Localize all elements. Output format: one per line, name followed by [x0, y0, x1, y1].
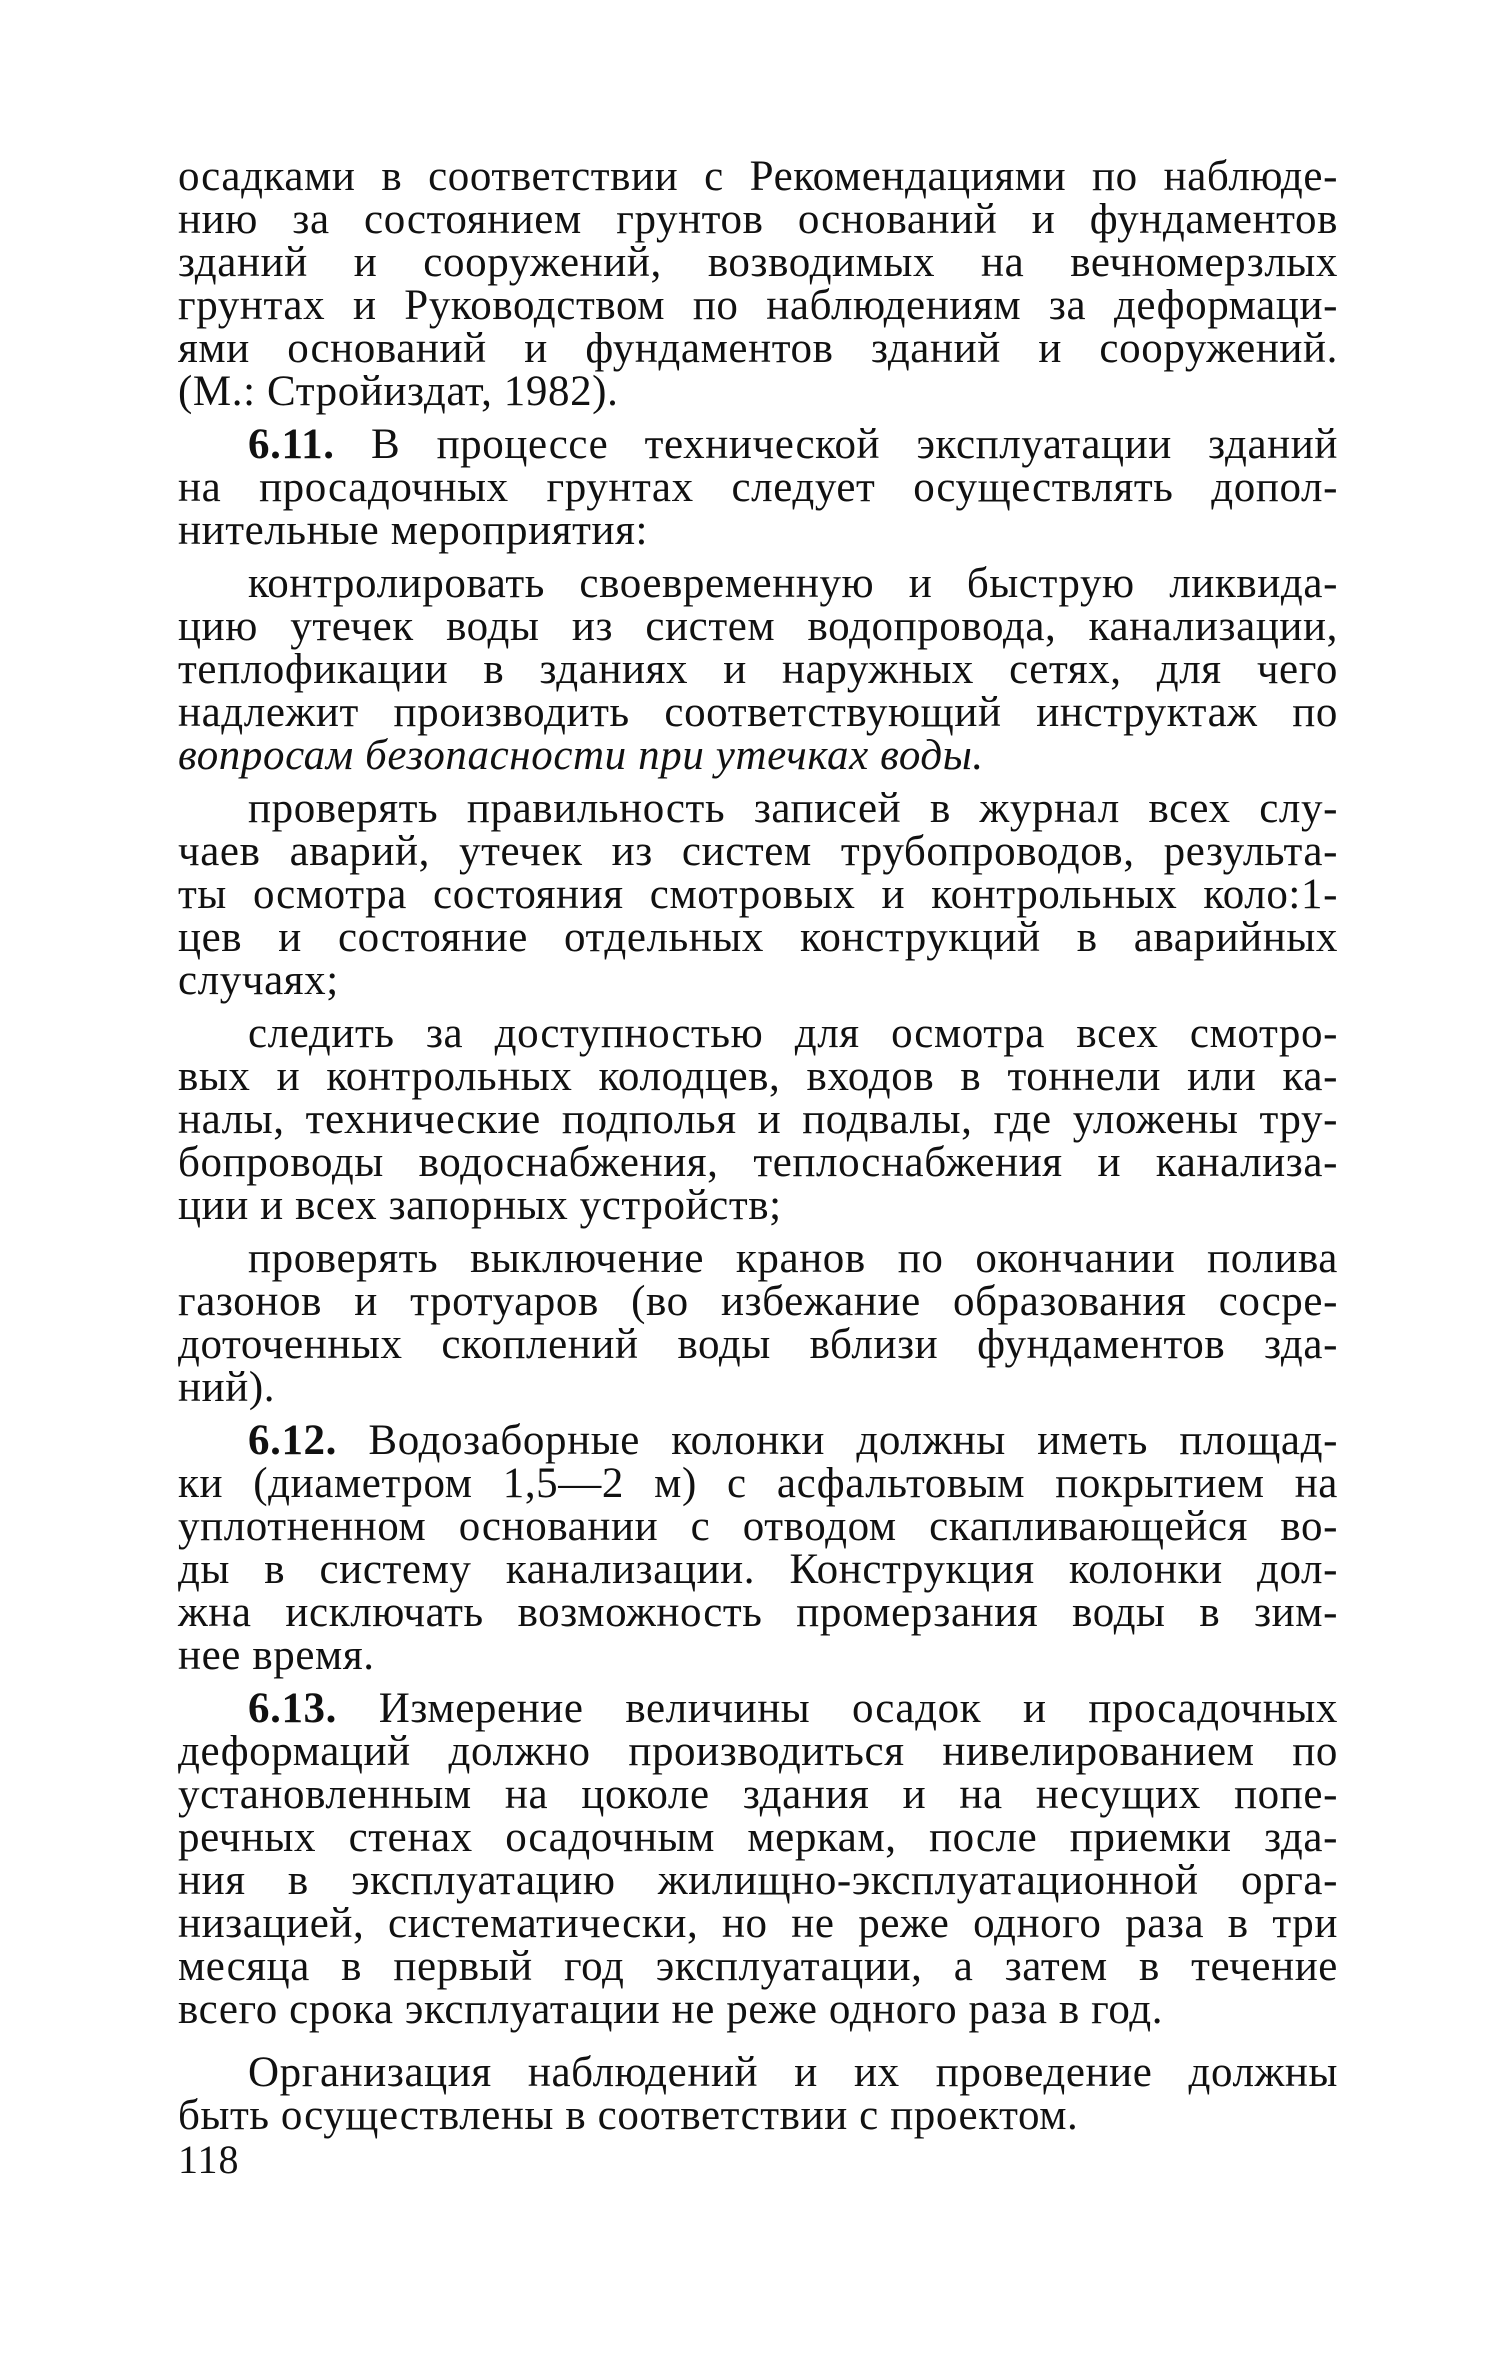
text-line: низацией, систематически, но не реже одного раза в три	[178, 1900, 1338, 1947]
text-line: чаев аварий, утечек из систем трубопроводов, результа-	[178, 828, 1338, 875]
text-line: всего срока эксплуатации не реже одного раза в год.	[178, 1986, 1164, 2033]
text-line: жна исключать возможность промерзания воды в зим-	[178, 1589, 1338, 1636]
text-line: деформаций должно производиться нивелированием по	[178, 1728, 1338, 1775]
text-line: 6.11. В процессе технической эксплуатации зданий	[248, 421, 1338, 468]
text-line: (М.: Стройиздат, 1982).	[178, 368, 619, 415]
text-line: проверять правильность записей в журнал всех слу-	[248, 785, 1338, 832]
text-line: ки (диаметром 1,5—2 м) с асфальтовым покрытием на	[178, 1460, 1338, 1507]
list-item-leaks	[178, 562, 1338, 777]
text-line: надлежит производить соответствующий инструктаж по	[178, 689, 1338, 736]
text-line: вопросам безопасности при утечках воды.	[178, 732, 984, 779]
list-item-access	[178, 1012, 1338, 1227]
section-number: 6.12.	[248, 1417, 337, 1464]
text-line: ды в систему канализации. Конструкция колонки дол-	[178, 1546, 1338, 1593]
text-line: нию за состоянием грунтов оснований и фундаментов	[178, 196, 1338, 243]
page-number: 118	[178, 2137, 240, 2182]
text-line: случаях;	[178, 957, 339, 1004]
text-line: контролировать своевременную и быструю ликвида-	[248, 560, 1338, 607]
text-line: на просадочных грунтах следует осуществлять допол-	[178, 464, 1338, 511]
section-number: 6.13.	[248, 1685, 337, 1732]
text-line: вых и контрольных колодцев, входов в тоннели или ка-	[178, 1053, 1338, 1100]
text-line: доточенных скоплений воды вблизи фундаментов зда-	[178, 1321, 1338, 1368]
text-line: быть осуществлены в соответствии с проектом.	[178, 2092, 1079, 2139]
text-line: 6.12. Водозаборные колонки должны иметь площад-	[248, 1417, 1338, 1464]
paragraph-6-12	[178, 1419, 1338, 1677]
paragraph-final	[178, 2051, 1338, 2137]
text-line: речных стенах осадочным меркам, после приемки зда-	[178, 1814, 1338, 1861]
paragraph-continuation	[178, 155, 1338, 413]
text-line: грунтах и Руководством по наблюдениям за деформаци-	[178, 282, 1338, 329]
paragraph-6-11	[178, 423, 1338, 552]
text-line: осадками в соответствии с Рекомендациями по наблюде-	[178, 153, 1338, 200]
text-line: налы, технические подполья и подвалы, где уложены тру-	[178, 1096, 1338, 1143]
list-item-journal	[178, 787, 1338, 1002]
text-line: уплотненном основании с отводом скапливающейся во-	[178, 1503, 1338, 1550]
text-line: ний).	[178, 1364, 276, 1411]
text-line: ния в эксплуатацию жилищно-эксплуатационной орга-	[178, 1857, 1338, 1904]
page-body	[178, 155, 1338, 2137]
section-number: 6.11.	[248, 421, 335, 468]
paragraph-6-13	[178, 1687, 1338, 2031]
text-line: ями оснований и фундаментов зданий и сооружений.	[178, 325, 1338, 372]
text-line: нее время.	[178, 1632, 375, 1679]
text-line: нительные мероприятия:	[178, 507, 649, 554]
text-line: зданий и сооружений, возводимых на вечномерзлых	[178, 239, 1338, 286]
text-line: проверять выключение кранов по окончании полива	[248, 1235, 1338, 1282]
text-line: цию утечек воды из систем водопровода, канализации,	[178, 603, 1338, 650]
text-line: ты осмотра состояния смотровых и контрольных коло:1-	[178, 871, 1338, 918]
text-line: 6.13. Измерение величины осадок и просадочных	[248, 1685, 1338, 1732]
text-line: следить за доступностью для осмотра всех смотро-	[248, 1010, 1338, 1057]
text-line: месяца в первый год эксплуатации, а затем в течение	[178, 1943, 1338, 1990]
text-line: теплофикации в зданиях и наружных сетях, для чего	[178, 646, 1338, 693]
text-line: установленным на цоколе здания и на несущих попе-	[178, 1771, 1338, 1818]
text-line: ции и всех запорных устройств;	[178, 1182, 782, 1229]
text-line: газонов и тротуаров (во избежание образования сосре-	[178, 1278, 1338, 1325]
list-item-taps	[178, 1237, 1338, 1409]
text-line: бопроводы водоснабжения, теплоснабжения и канализа-	[178, 1139, 1338, 1186]
text-line: Организация наблюдений и их проведение должны	[248, 2049, 1338, 2096]
text-line: цев и состояние отдельных конструкций в аварийных	[178, 914, 1338, 961]
